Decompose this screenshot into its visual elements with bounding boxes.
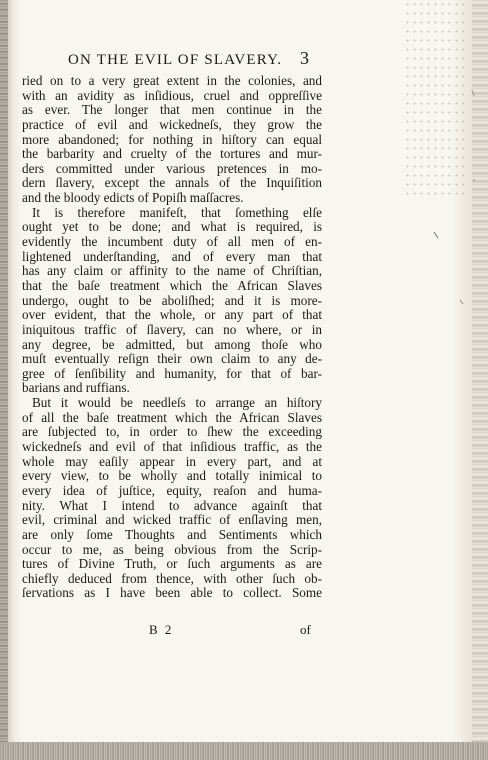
page-number: 3: [300, 48, 309, 68]
text-line: barians and ruffians.: [22, 380, 130, 396]
text-line: practice of evil and wickedneſs, they grow the: [22, 116, 322, 132]
text-line: chiefly deduced from thence, with other ſuch ob-: [22, 570, 322, 586]
text-line: ried on to a very great extent in the colonies, and: [22, 73, 322, 88]
page-header: [22, 48, 322, 72]
text-line: gree of ſenſibility and humanity, for that of bar-: [22, 365, 322, 381]
paper-speckles: [404, 0, 464, 200]
text-line: But it would be needleſs to arrange an hiſtory: [32, 395, 322, 411]
text-line: that the baſe treatment which the African Slaves: [22, 277, 322, 293]
text-line: every idea of juſtice, equity, reaſon and huma-: [22, 482, 322, 498]
text-line: are only ſome Thoughts and Sentiments which: [22, 526, 322, 542]
text-line: nity. What I intend to advance againſt that: [22, 497, 322, 513]
text-line: tures of Divine Truth, or ſuch arguments as are: [22, 556, 322, 572]
text-line: as ever. The longer that men continue in the: [22, 102, 322, 118]
text-line: are ſubjected to, in order to ſhew the exceeding: [22, 424, 322, 440]
text-line: over evident, that the whole, or any part of that: [22, 307, 322, 323]
text-line: ders committed under various pretences in mo-: [22, 160, 322, 176]
text-line: and the bloody edicts of Popiſh maſſacres.: [22, 190, 244, 206]
text-line: any degree, be admitted, but among thoſe who: [22, 336, 322, 352]
text-line: It is therefore manifeſt, that ſomething elſe: [32, 204, 322, 220]
text-line: undergo, ought to be aboliſhed; and it is more-: [22, 292, 322, 308]
catchword: of: [300, 622, 311, 637]
text-line: of all the baſe treatment which the African Slaves: [22, 409, 322, 425]
page-bottom-edge: [0, 742, 488, 760]
text-line: every view, to be wholly and totally inimical to: [22, 468, 322, 484]
page-right-edge: [472, 0, 488, 760]
text-line: whole may eaſily appear in every part, and at: [22, 453, 322, 469]
text-line: more abandoned; for nothing in hiſtory can equal: [22, 131, 322, 147]
text-line: iniquitous traffic of ſlavery, can no where, or in: [22, 321, 322, 337]
text-line: the barbarity and cruelty of the tortures and mur-: [22, 146, 322, 162]
text-line: wickedneſs and evil of that inſidious traffic, as the: [22, 439, 322, 455]
text-line: muſt eventually reſign their own claim to any de-: [22, 351, 322, 367]
text-line: ſervations as I have been able to collect. Some: [22, 585, 322, 601]
text-line: occur to me, as being obvious from the Scrip-: [22, 541, 322, 557]
text-line: with an avidity as inſidious, cruel and oppreſſive: [22, 87, 322, 103]
body-text: [22, 74, 322, 601]
text-line: dern ſlavery, except the annals of the Inquiſition: [22, 175, 322, 191]
running-head: ON THE EVIL OF SLAVERY.: [68, 52, 283, 68]
text-line: evil, criminal and wicked traffic of enſlaving men,: [22, 512, 322, 528]
text-line: has any claim or affinity to the name of Chriſtian,: [22, 263, 322, 279]
text-line: lightened underſtanding, and of every man that: [22, 248, 322, 264]
text-line: ought yet to be done; and what is required, is: [22, 219, 322, 235]
text-line: evidently the incumbent duty of all men of en-: [22, 234, 322, 250]
signature-mark: B 2: [149, 622, 174, 637]
